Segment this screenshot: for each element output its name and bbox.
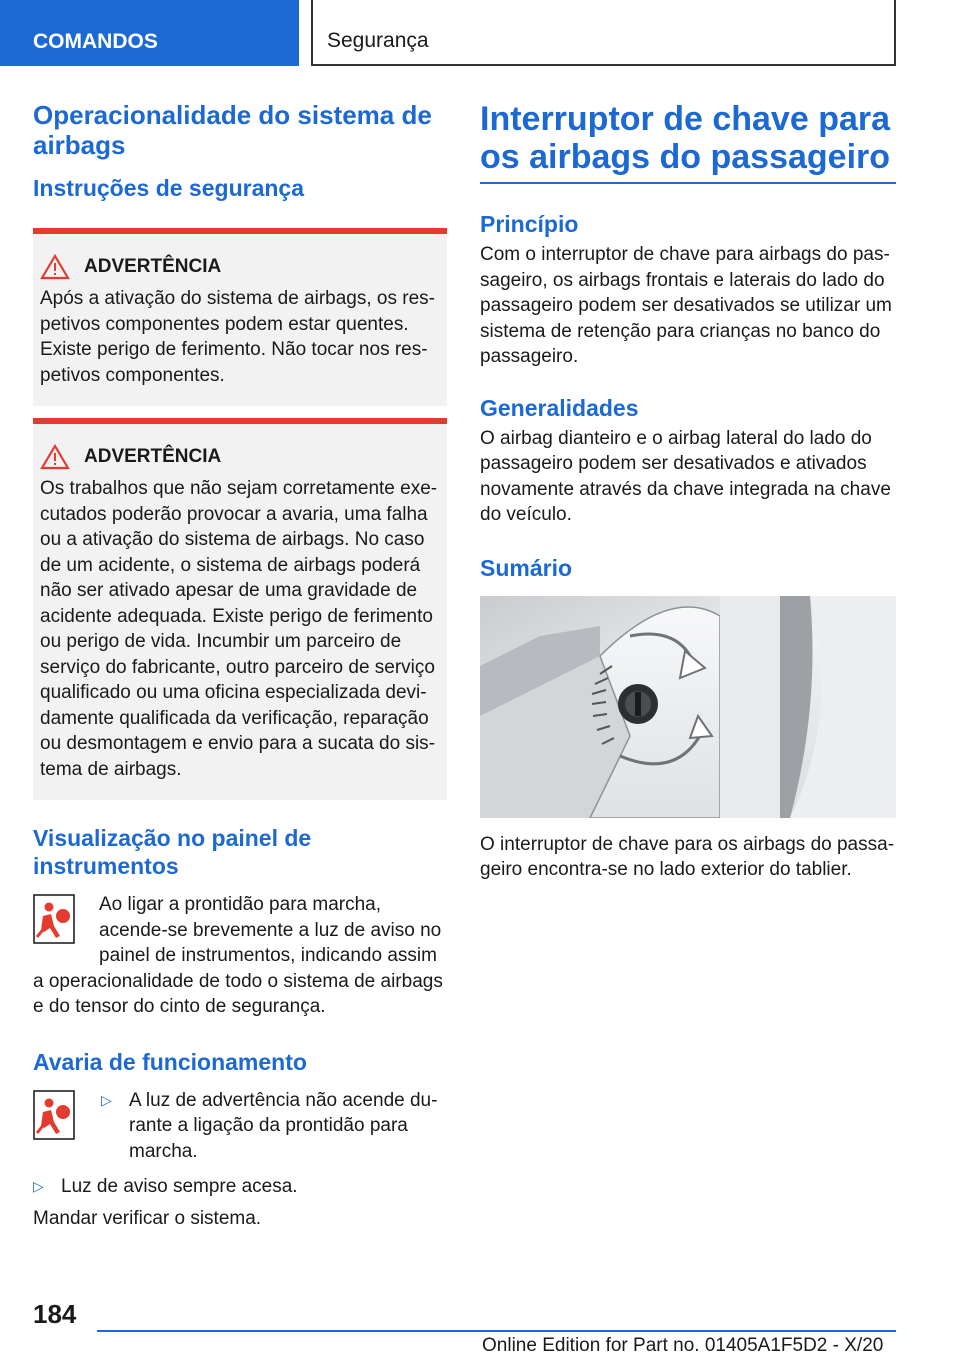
chapter-tab: COMANDOS — [0, 0, 299, 66]
display-text-side: Ao ligar a prontidão para marcha, acende-se brevemente a luz de aviso no painel de instrumentos, indicando assim — [99, 894, 442, 966]
warning-triangle-icon — [40, 444, 70, 470]
edition-note: Online Edition for Part no. 01405A1F5D2 - X/20 — [482, 1335, 884, 1356]
bullet-triangle-icon: ▷ — [33, 1178, 44, 1194]
malfunction-action: Mandar verificar o sistema. — [33, 1207, 262, 1229]
warning-label: ADVERTÊNCIA — [84, 446, 222, 467]
page-number: 184 — [33, 1299, 77, 1329]
warning-title-2 — [40, 444, 439, 470]
section-heading-airbag-operation: Operacionalidade do sistema de airbags — [33, 100, 432, 160]
subheading-malfunction: Avaria de funcionamento — [33, 1048, 307, 1075]
footer-divider — [97, 1330, 896, 1332]
warning-label: ADVERTÊNCIA — [84, 256, 222, 277]
subheading-safety: Instruções de segurança — [33, 175, 304, 201]
list-item-text: Luz de aviso sempre acesa. — [61, 1176, 298, 1197]
general-text: O airbag dianteiro e o airbag lateral do lado do passageiro podem ser desativados e ativados novamente através da chave integrada na chave do veículo. — [480, 427, 891, 525]
list-item — [101, 1088, 447, 1165]
summary-caption: O interruptor de chave para os airbags do passageiro encontra-se no lado exterior do tablier. — [480, 833, 895, 880]
warning-text-1: Após a ativação do sistema de airbags, os respetivos componentes podem estar quentes. Existe perigo de ferimento. Não tocar nos respetivos componentes. — [40, 288, 435, 386]
section-heading-key-switch: Interruptor de chave para os airbags do passageiro — [480, 100, 896, 184]
airbag-warning-lamp-icon — [33, 892, 75, 946]
bullet-triangle-icon: ▷ — [101, 1091, 112, 1108]
section-title: Segurança — [311, 0, 896, 66]
warning-box-1 — [33, 228, 447, 406]
display-row — [33, 892, 447, 969]
warning-text-2: Os trabalhos que não sejam corretamente executados poderão provocar a avaria, uma falha ou a ativação do sistema de airbags. No caso de um acidente, o sistema de airbags poderá não ser ativado apesar de uma gravidade de acidente adequada. Existe perigo de ferimento ou perigo de vida. Incumbir um parceiro de serviço do fabricante, outro parceiro de serviço qualificado ou uma oficina especializada devidamente qualificada da verificação, reparação ou desmontagem e envio para a sucata do sistema de airbags. — [40, 478, 438, 780]
principle-text: Com o interruptor de chave para airbags do passageiro, os airbags frontais e laterais do lado do passageiro podem ser desativados se utilizar um sistema de retenção para crianças no banco do passageiro. — [480, 244, 892, 367]
page-header — [0, 0, 960, 66]
subheading-general: Generalidades — [480, 394, 639, 421]
warning-triangle-icon — [40, 254, 70, 280]
subheading-summary: Sumário — [480, 554, 573, 581]
key-switch-photo — [480, 596, 896, 818]
display-text-full: a operacionalidade de todo o sistema de airbags e do tensor do cinto de segurança. — [33, 970, 443, 1017]
subheading-principle: Princípio — [480, 211, 579, 237]
warning-box-2 — [33, 418, 447, 800]
list-item-text: A luz de advertência não acende durante a ligação da prontidão para marcha. — [129, 1089, 438, 1162]
left-column — [33, 100, 447, 1231]
key-switch-illustration — [480, 596, 896, 818]
warning-title-1 — [40, 254, 439, 280]
right-column — [480, 100, 896, 883]
list-item — [33, 1174, 447, 1200]
malfunction-row — [33, 1088, 447, 1165]
airbag-warning-lamp-icon — [33, 1088, 75, 1142]
subheading-instrument-display: Visualização no painel de instrumentos — [33, 825, 312, 879]
